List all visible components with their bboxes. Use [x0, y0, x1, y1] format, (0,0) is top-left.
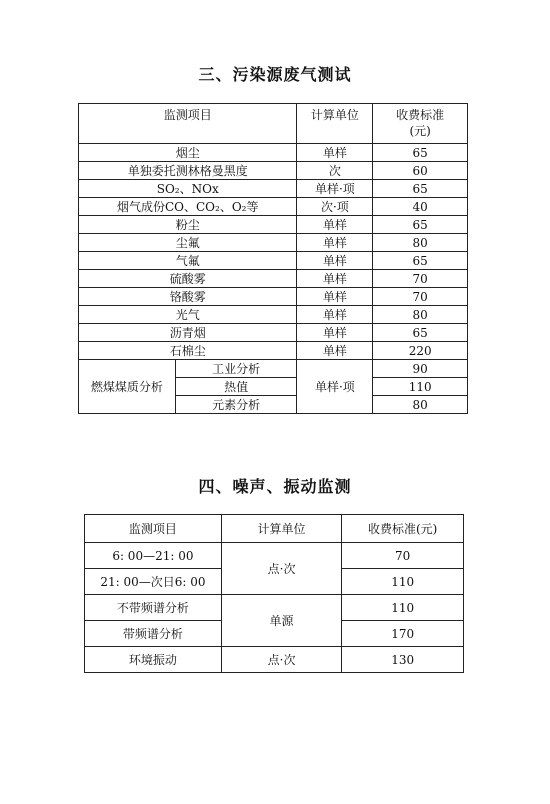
coal-sub-fee: 110 — [373, 378, 468, 396]
row-unit: 点·次 — [221, 647, 342, 673]
row-fee: 60 — [373, 162, 468, 180]
row-unit-merged: 点·次 — [221, 543, 342, 595]
table-row — [79, 144, 468, 162]
table-row — [79, 270, 468, 288]
row-unit: 单样 — [297, 288, 373, 306]
table-row — [79, 180, 468, 198]
coal-sub-item: 元素分析 — [175, 396, 297, 414]
row-item: 沥青烟 — [79, 324, 297, 342]
row-fee: 110 — [342, 569, 464, 595]
coal-sub-item: 热值 — [175, 378, 297, 396]
table-row — [79, 360, 468, 378]
row-fee: 65 — [373, 252, 468, 270]
row-item: 铬酸雾 — [79, 288, 297, 306]
row-unit: 次·项 — [297, 198, 373, 216]
row-fee: 80 — [373, 306, 468, 324]
row-fee: 40 — [373, 198, 468, 216]
row-item: SO₂、NOx — [79, 180, 297, 198]
row-item: 单独委托测林格曼黑度 — [79, 162, 297, 180]
row-fee: 65 — [373, 216, 468, 234]
row-unit: 单样·项 — [297, 180, 373, 198]
coal-sub-item: 工业分析 — [175, 360, 297, 378]
table-row — [85, 595, 464, 621]
row-fee: 170 — [342, 621, 464, 647]
coal-group-unit: 单样·项 — [297, 360, 373, 414]
table-row — [79, 198, 468, 216]
row-fee: 65 — [373, 144, 468, 162]
row-item: 气氟 — [79, 252, 297, 270]
table-row — [79, 216, 468, 234]
table-row — [79, 234, 468, 252]
row-unit: 单样 — [297, 144, 373, 162]
row-fee: 70 — [373, 288, 468, 306]
row-fee: 220 — [373, 342, 468, 360]
table-row — [79, 342, 468, 360]
header-item: 监测项目 — [79, 104, 297, 144]
coal-sub-fee: 80 — [373, 396, 468, 414]
row-item: 石棉尘 — [79, 342, 297, 360]
row-item: 光气 — [79, 306, 297, 324]
header-unit: 计算单位 — [297, 104, 373, 144]
table-row — [85, 647, 464, 673]
row-unit: 单样 — [297, 270, 373, 288]
header-fee: 收费标准 (元) — [373, 104, 468, 144]
row-item: 烟尘 — [79, 144, 297, 162]
row-unit: 单样 — [297, 324, 373, 342]
noise-vibration-fee-table — [84, 514, 464, 673]
row-fee: 65 — [373, 324, 468, 342]
table-row — [79, 288, 468, 306]
table-row — [79, 252, 468, 270]
row-item: 环境振动 — [85, 647, 222, 673]
row-fee: 70 — [342, 543, 464, 569]
table-row — [79, 324, 468, 342]
row-item: 6: 00—21: 00 — [85, 543, 222, 569]
coal-sub-fee: 90 — [373, 360, 468, 378]
row-unit: 单样 — [297, 234, 373, 252]
coal-group-label: 燃煤煤质分析 — [79, 360, 176, 414]
row-unit: 单样 — [297, 216, 373, 234]
row-fee: 65 — [373, 180, 468, 198]
row-item: 粉尘 — [79, 216, 297, 234]
row-fee: 70 — [373, 270, 468, 288]
row-item: 不带频谱分析 — [85, 595, 222, 621]
header-unit: 计算单位 — [221, 515, 342, 543]
table-row — [79, 162, 468, 180]
row-unit: 单样 — [297, 252, 373, 270]
row-item: 21: 00—次日6: 00 — [85, 569, 222, 595]
row-item: 带频谱分析 — [85, 621, 222, 647]
row-unit: 单样 — [297, 306, 373, 324]
row-item: 烟气成份CO、CO₂、O₂等 — [79, 198, 297, 216]
table-header-row — [79, 104, 468, 144]
section3-title: 三、污染源废气测试 — [198, 65, 352, 84]
header-fee: 收费标准(元) — [342, 515, 464, 543]
row-fee: 110 — [342, 595, 464, 621]
row-item: 硫酸雾 — [79, 270, 297, 288]
row-fee: 80 — [373, 234, 468, 252]
table-row — [79, 306, 468, 324]
row-item: 尘氟 — [79, 234, 297, 252]
row-unit: 单样 — [297, 342, 373, 360]
header-item: 监测项目 — [85, 515, 222, 543]
exhaust-gas-fee-table — [78, 103, 468, 414]
row-unit-merged: 单源 — [221, 595, 342, 647]
section4-title: 四、噪声、振动监测 — [198, 477, 352, 496]
row-fee: 130 — [342, 647, 464, 673]
table-header-row — [85, 515, 464, 543]
row-unit: 次 — [297, 162, 373, 180]
table-row — [85, 543, 464, 569]
